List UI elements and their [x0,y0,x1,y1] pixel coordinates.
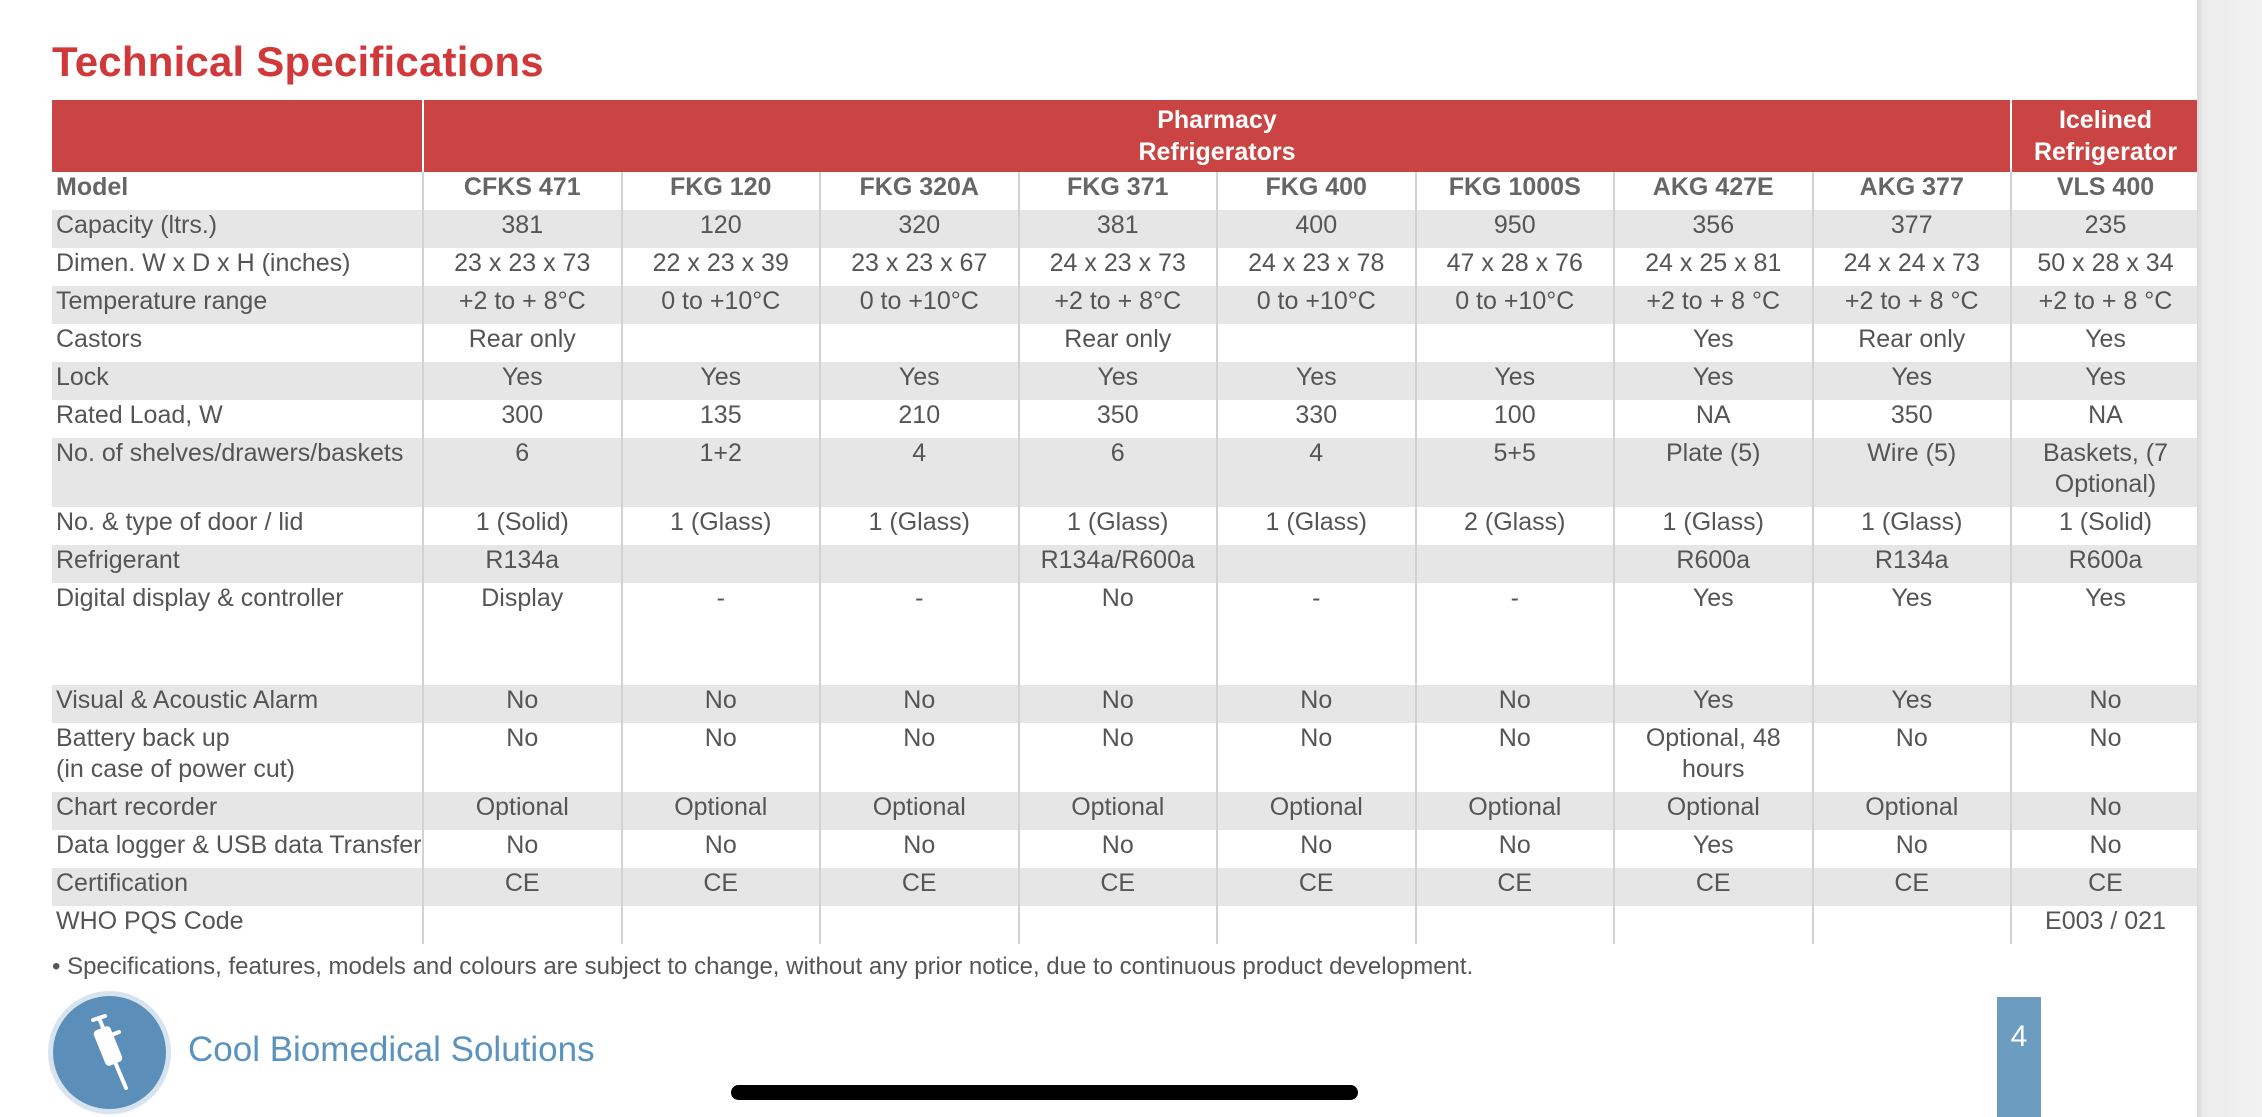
table-cell [1813,906,2012,944]
table-cell: +2 to + 8°C [423,286,622,324]
table-cell: 350 [1019,400,1218,438]
table-cell: 1 (Solid) [2011,507,2199,545]
table-cell: 330 [1217,400,1416,438]
table-cell: R134a/R600a [1019,545,1218,583]
table-cell: +2 to + 8 °C [2011,286,2199,324]
page-edge-shadow [2197,0,2262,1117]
table-cell: Yes [1813,362,2012,400]
table-cell: 4 [1217,438,1416,507]
table-cell: 24 x 23 x 73 [1019,248,1218,286]
table-cell: +2 to + 8 °C [1813,286,2012,324]
table-cell: - [820,583,1019,685]
table-cell: Rear only [1019,324,1218,362]
table-cell: 24 x 24 x 73 [1813,248,2012,286]
table-cell: 300 [423,400,622,438]
spec-table [52,100,2199,944]
row-label: Chart recorder [52,792,423,830]
table-cell: 120 [622,210,821,248]
table-row [52,792,2199,830]
table-row [52,286,2199,324]
header-group-2: Icelined Refrigerator [2011,100,2199,172]
table-cell [1019,906,1218,944]
row-label: Capacity (ltrs.) [52,210,423,248]
row-label: Battery back up (in case of power cut) [52,723,423,792]
model-name-cell: FKG 320A [820,172,1019,210]
table-cell: Yes [820,362,1019,400]
table-cell: 24 x 23 x 78 [1217,248,1416,286]
table-cell: No [423,830,622,868]
row-label: Digital display & controller [52,583,423,685]
table-cell: Yes [1813,685,2012,723]
row-label: Refrigerant [52,545,423,583]
table-cell: R134a [1813,545,2012,583]
model-name-cell: FKG 371 [1019,172,1218,210]
model-name-cell: FKG 120 [622,172,821,210]
table-cell: No [1019,685,1218,723]
table-cell [622,545,821,583]
table-cell: No [1019,830,1218,868]
home-indicator[interactable] [731,1085,1358,1100]
table-cell: Yes [1614,830,1813,868]
table-cell: 23 x 23 x 67 [820,248,1019,286]
table-cell: NA [1614,400,1813,438]
table-cell: Optional [820,792,1019,830]
table-row [52,830,2199,868]
table-cell: R600a [1614,545,1813,583]
table-cell: Rear only [1813,324,2012,362]
model-name-cell: FKG 400 [1217,172,1416,210]
table-cell: No [2011,685,2199,723]
table-cell: 6 [423,438,622,507]
table-cell: CE [1019,868,1218,906]
table-cell: 400 [1217,210,1416,248]
table-cell: Optional [622,792,821,830]
header-group-1: Pharmacy Refrigerators [423,100,2011,172]
table-cell: Yes [1217,362,1416,400]
table-cell: 135 [622,400,821,438]
table-cell: Baskets, (7 Optional) [2011,438,2199,507]
table-cell: 24 x 25 x 81 [1614,248,1813,286]
row-label: Rated Load, W [52,400,423,438]
table-cell: No [1813,723,2012,792]
table-cell: Yes [2011,362,2199,400]
table-cell: 100 [1416,400,1615,438]
table-cell: 1 (Solid) [423,507,622,545]
table-cell: R134a [423,545,622,583]
table-cell: CE [1813,868,2012,906]
table-cell: CE [423,868,622,906]
row-label: WHO PQS Code [52,906,423,944]
table-cell: 50 x 28 x 34 [2011,248,2199,286]
table-cell [1416,324,1615,362]
table-cell [1416,545,1615,583]
table-cell [820,906,1019,944]
table-cell: Yes [1416,362,1615,400]
table-cell: 1 (Glass) [1019,507,1218,545]
table-cell [820,324,1019,362]
table-cell: 320 [820,210,1019,248]
table-cell: No [820,723,1019,792]
header-blank-cell [52,100,423,172]
table-cell: 0 to +10°C [820,286,1019,324]
table-cell: Optional [1614,792,1813,830]
table-cell: Wire (5) [1813,438,2012,507]
table-cell: Yes [2011,583,2199,685]
table-row [52,685,2199,723]
table-cell: 1 (Glass) [1813,507,2012,545]
table-row-model [52,172,2199,210]
table-cell: CE [1416,868,1615,906]
table-cell [1217,906,1416,944]
table-cell: No [622,685,821,723]
table-cell: - [1416,583,1615,685]
table-cell: CE [1614,868,1813,906]
table-cell: Yes [423,362,622,400]
footnote: • Specifications, features, models and colours are subject to change, without any prior notice, due to continuous product development. [52,953,1474,980]
table-cell: 1+2 [622,438,821,507]
table-row [52,906,2199,944]
row-label: Certification [52,868,423,906]
table-row [52,545,2199,583]
table-cell: Optional [1217,792,1416,830]
table-row [52,583,2199,685]
table-cell: No [2011,830,2199,868]
table-cell: Yes [622,362,821,400]
row-label: Model [52,172,423,210]
table-cell [622,906,821,944]
brand-name: Cool Biomedical Solutions [188,1030,595,1069]
table-cell: 23 x 23 x 73 [423,248,622,286]
table-cell: Optional [1813,792,2012,830]
table-cell: 950 [1416,210,1615,248]
page-number-badge [1997,997,2041,1117]
table-cell: Yes [1019,362,1218,400]
table-cell: 1 (Glass) [1614,507,1813,545]
table-cell: Display [423,583,622,685]
table-cell: No [622,830,821,868]
table-cell: 4 [820,438,1019,507]
row-label: No. & type of door / lid [52,507,423,545]
table-cell: No [1019,583,1218,685]
model-name-cell: FKG 1000S [1416,172,1615,210]
row-label: Visual & Acoustic Alarm [52,685,423,723]
logo [53,996,166,1109]
table-cell: Plate (5) [1614,438,1813,507]
table-cell: CE [2011,868,2199,906]
table-cell: Yes [1614,362,1813,400]
table-cell: R600a [2011,545,2199,583]
table-cell: 2 (Glass) [1416,507,1615,545]
table-cell: - [622,583,821,685]
table-cell: 5+5 [1416,438,1615,507]
table-cell [1416,906,1615,944]
table-cell: 0 to +10°C [622,286,821,324]
table-cell: Rear only [423,324,622,362]
syringe-icon [53,996,166,1109]
table-cell: NA [2011,400,2199,438]
table-row [52,868,2199,906]
table-cell: 381 [423,210,622,248]
model-name-cell: CFKS 471 [423,172,622,210]
row-label: Dimen. W x D x H (inches) [52,248,423,286]
table-cell: 0 to +10°C [1217,286,1416,324]
table-cell: 210 [820,400,1019,438]
table-cell: 377 [1813,210,2012,248]
table-cell [423,906,622,944]
table-cell: No [1813,830,2012,868]
page-number: 4 [2010,1020,2028,1053]
table-cell: No [1217,723,1416,792]
table-cell: Optional [423,792,622,830]
table-cell: CE [820,868,1019,906]
table-cell: +2 to + 8 °C [1614,286,1813,324]
table-cell: 22 x 23 x 39 [622,248,821,286]
table-cell: 356 [1614,210,1813,248]
row-label: Lock [52,362,423,400]
table-cell: No [1019,723,1218,792]
table-cell: No [1217,685,1416,723]
table-cell: Yes [1614,685,1813,723]
table-cell: No [1416,830,1615,868]
table-cell: - [1217,583,1416,685]
table-cell: No [2011,792,2199,830]
table-row [52,210,2199,248]
table-cell: CE [622,868,821,906]
table-cell: No [1217,830,1416,868]
table-cell: E003 / 021 [2011,906,2199,944]
table-cell: 1 (Glass) [622,507,821,545]
table-cell [1614,906,1813,944]
row-label: Data logger & USB data Transfer [52,830,423,868]
table-cell [622,324,821,362]
table-row [52,248,2199,286]
model-name-cell: AKG 377 [1813,172,2012,210]
table-cell: Yes [1614,583,1813,685]
table-cell: Yes [1813,583,2012,685]
table-cell: No [820,830,1019,868]
model-name-cell: VLS 400 [2011,172,2199,210]
table-cell: 1 (Glass) [1217,507,1416,545]
page-title: Technical Specifications [52,38,544,85]
table-cell: Yes [1614,324,1813,362]
table-header-row [52,100,2199,172]
table-row [52,438,2199,507]
table-cell [1217,324,1416,362]
model-name-cell: AKG 427E [1614,172,1813,210]
table-row [52,723,2199,792]
table-cell: No [423,723,622,792]
table-cell: 235 [2011,210,2199,248]
table-cell [1217,545,1416,583]
table-cell: Yes [2011,324,2199,362]
table-cell: No [1416,685,1615,723]
table-cell: No [820,685,1019,723]
table-cell: 350 [1813,400,2012,438]
table-cell [820,545,1019,583]
table-cell: No [622,723,821,792]
table-row [52,324,2199,362]
table-cell: Optional [1019,792,1218,830]
table-cell: 1 (Glass) [820,507,1019,545]
table-cell: 47 x 28 x 76 [1416,248,1615,286]
table-cell: No [1416,723,1615,792]
table-cell: 0 to +10°C [1416,286,1615,324]
table-cell: 381 [1019,210,1218,248]
table-cell: 6 [1019,438,1218,507]
table-cell: No [2011,723,2199,792]
row-label: Castors [52,324,423,362]
table-cell: Optional, 48 hours [1614,723,1813,792]
row-label: Temperature range [52,286,423,324]
table-row [52,400,2199,438]
table-cell: Optional [1416,792,1615,830]
table-row [52,362,2199,400]
row-label: No. of shelves/drawers/baskets [52,438,423,507]
table-row [52,507,2199,545]
table-cell: CE [1217,868,1416,906]
table-cell: +2 to + 8°C [1019,286,1218,324]
table-cell: No [423,685,622,723]
